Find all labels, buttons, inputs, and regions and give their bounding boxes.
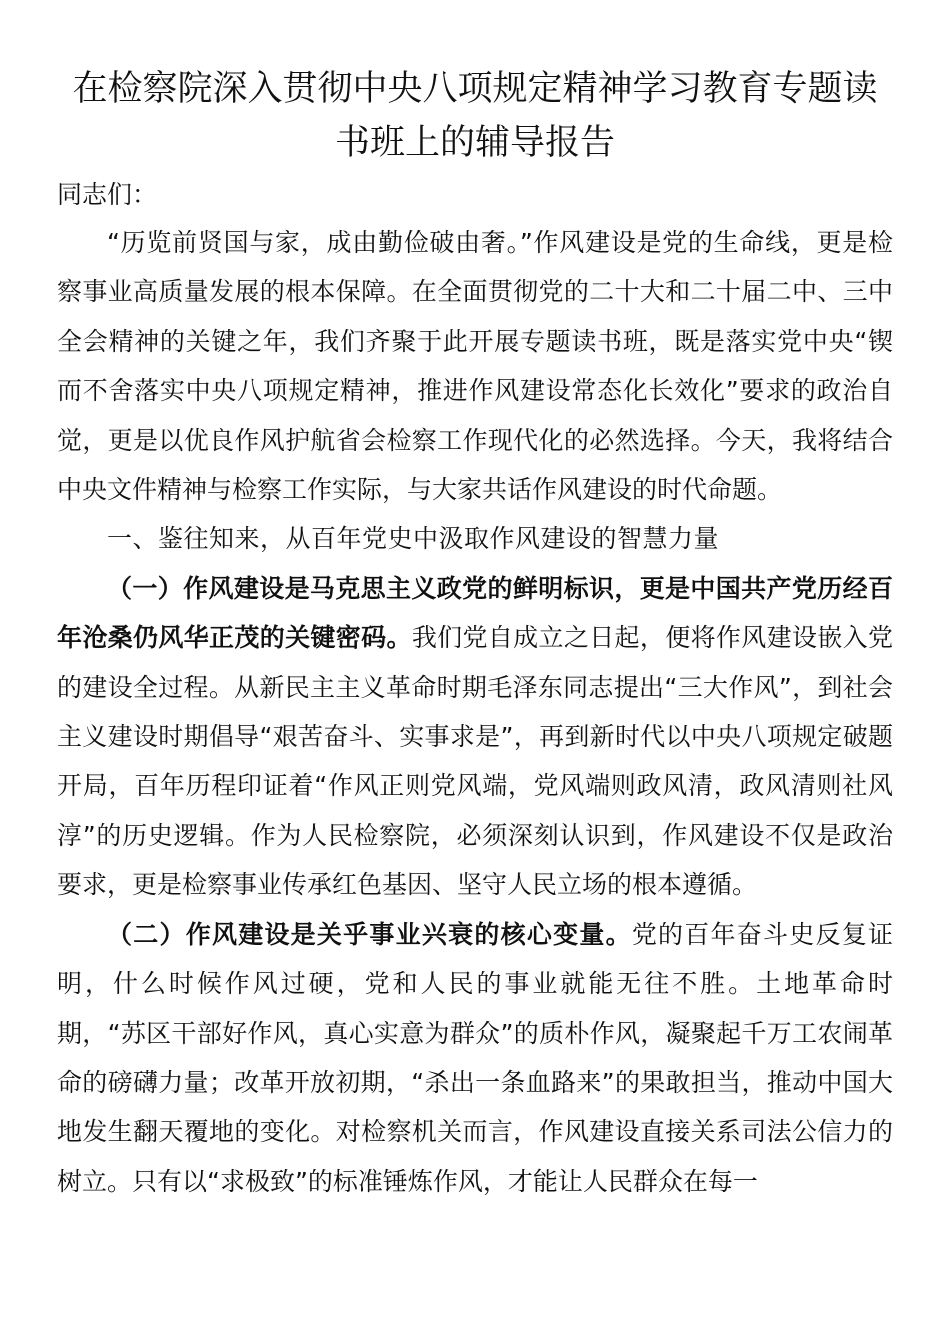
- intro-paragraph: “历览前贤国与家，成由勤俭破由奢。”作风建设是党的生命线，更是检察事业高质量发展的根本保障。在全面贯彻党的二十大和二十届二中、三中全会精神的关键之年，我们齐聚于此开展专题读书班，既是落实党中央“锲而不舍落实中央八项规定精神，推进作风建设常态化长效化”要求的政治自觉，更是以优良作风护航省会检察工作现代化的必然选择。今天，我将结合中央文件精神与检察工作实际，与大家共话作风建设的时代命题。: [57, 228, 893, 505]
- section-1-heading: 一、鉴往知来，从百年党史中汲取作风建设的智慧力量: [107, 524, 720, 554]
- document-title: [57, 62, 893, 170]
- point-2-paragraph: [57, 910, 893, 1206]
- point-1-lead: （一）作风建设是马克思主义政党的鲜明标识，更是中国共产党历经百年沧桑仍风华正茂的关键密码。: [57, 573, 893, 653]
- salutation: 同志们：: [57, 180, 158, 209]
- point-2-lead: （二）作风建设是关乎事业兴衰的核心变量。: [107, 919, 632, 949]
- document-page: [57, 62, 893, 1206]
- title-line-1: 在检察院深入贯彻中央八项规定精神学习教育专题读: [72, 69, 878, 109]
- title-line-2: 书班上的辅导报告: [334, 123, 615, 163]
- point-2-body: 党的百年奋斗史反复证明，什么时候作风过硬，党和人民的事业就能无往不胜。土地革命时期，“苏区干部好作风，真心实意为群众”的质朴作风，凝聚起千万工农闹革命的磅礴力量；改革开放初期，“杀出一条血路来”的果敢担当，推动中国大地发生翻天覆地的变化。对检察机关而言，作风建设直接关系司法公信力的树立。只有以“求极致”的标准锤炼作风，才能让人民群众在每一: [57, 919, 893, 1196]
- point-1-paragraph: [57, 564, 893, 910]
- point-1-body: 我们党自成立之日起，便将作风建设嵌入党的建设全过程。从新民主主义革命时期毛泽东同志提出“三大作风”，到社会主义建设时期倡导“艰苦奋斗、实事求是”，再到新时代以中央八项规定破题开局，百年历程印证着“作风正则党风端，党风端则政风清，政风清则社风淳”的历史逻辑。作为人民检察院，必须深刻认识到，作风建设不仅是政治要求，更是检察事业传承红色基因、坚守人民立场的根本遵循。: [57, 623, 893, 900]
